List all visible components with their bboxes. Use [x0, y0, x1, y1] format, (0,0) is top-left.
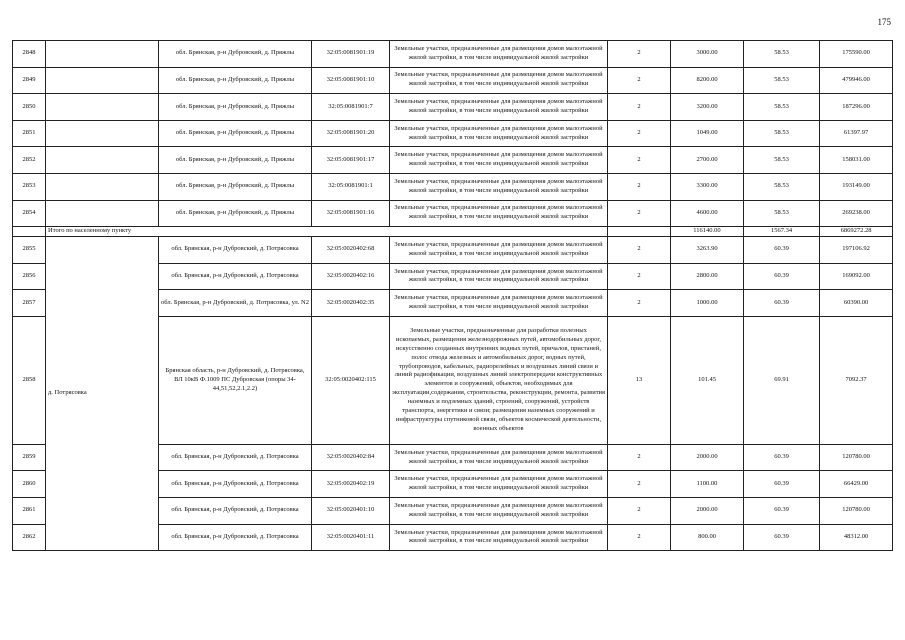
cadastral-value-cell: 175590.00 — [820, 41, 893, 68]
row-number: 2861 — [13, 498, 46, 525]
row-number: 2848 — [13, 41, 46, 68]
category-cell: 2 — [608, 290, 671, 317]
row-number: 2852 — [13, 147, 46, 174]
address-cell: обл. Брянская, р-н Дубровский, д. Потрясовка — [159, 444, 312, 471]
rate-cell: 58.53 — [744, 67, 820, 94]
table-row — [13, 147, 893, 174]
cadastral-number-cell: 32:05:0081901:10 — [312, 67, 390, 94]
address-cell: обл. Брянская, р-н Дубровский, д. Пряжлы — [159, 173, 312, 200]
row-number: 2858 — [13, 316, 46, 444]
category-cell: 2 — [608, 120, 671, 147]
cadastral-value-cell: 193149.00 — [820, 173, 893, 200]
cadastral-number-cell: 32:05:0020402:115 — [312, 316, 390, 444]
address-cell: обл. Брянская, р-н Дубровский, д. Пряжлы — [159, 41, 312, 68]
cadastral-value-cell: 158031.00 — [820, 147, 893, 174]
cadastral-value-cell: 120780.00 — [820, 498, 893, 525]
row-number: 2853 — [13, 173, 46, 200]
address-cell: обл. Брянская, р-н Дубровский, д. Пряжлы — [159, 67, 312, 94]
locality-cell — [46, 41, 159, 68]
table-row — [13, 67, 893, 94]
area-cell: 101.45 — [671, 316, 744, 444]
cadastral-number-cell: 32:05:0020402:19 — [312, 471, 390, 498]
area-cell: 2000.00 — [671, 444, 744, 471]
category-cell: 2 — [608, 173, 671, 200]
rate-cell: 58.53 — [744, 200, 820, 227]
cadastral-number-cell: 32:05:0020402:35 — [312, 290, 390, 317]
rate-cell: 58.53 — [744, 173, 820, 200]
table-row — [13, 200, 893, 227]
permitted-use-cell: Земельные участки, предназначенные для размещения домов малоэтажной жилой застройки, в том числе индивидуальной жилой застройки — [390, 444, 608, 471]
locality-label: д. Потрясовка — [46, 237, 159, 551]
cadastral-number-cell: 32:05:0081901:1 — [312, 173, 390, 200]
rate-cell: 58.53 — [744, 120, 820, 147]
rate-cell: 60.39 — [744, 263, 820, 290]
row-number: 2860 — [13, 471, 46, 498]
cadastral-number-cell: 32:05:0081901:16 — [312, 200, 390, 227]
category-cell: 2 — [608, 237, 671, 264]
table-body — [13, 41, 893, 551]
address-cell: обл. Брянская, р-н Дубровский, д. Пряжлы — [159, 94, 312, 121]
locality-cell — [46, 94, 159, 121]
permitted-use-cell: Земельные участки, предназначенные для размещения домов малоэтажной жилой застройки, в том числе индивидуальной жилой застройки — [390, 200, 608, 227]
cadastral-number-cell: 32:05:0081901:19 — [312, 41, 390, 68]
cadastral-number-cell: 32:05:0020401:10 — [312, 498, 390, 525]
locality-cell — [46, 173, 159, 200]
cadastral-value-cell: 66429.00 — [820, 471, 893, 498]
area-cell: 1049.00 — [671, 120, 744, 147]
cadastral-value-cell: 48312.00 — [820, 524, 893, 551]
locality-cell — [46, 147, 159, 174]
row-number: 2851 — [13, 120, 46, 147]
rate-cell: 60.39 — [744, 444, 820, 471]
table-row — [13, 237, 893, 264]
area-cell: 3263.90 — [671, 237, 744, 264]
table-row — [13, 41, 893, 68]
row-number: 2850 — [13, 94, 46, 121]
page-number: 175 — [877, 17, 891, 27]
area-cell: 3000.00 — [671, 41, 744, 68]
category-cell: 2 — [608, 524, 671, 551]
table-row — [13, 120, 893, 147]
permitted-use-cell: Земельные участки, предназначенные для разработки полезных ископаемых, размещения железнодорожных путей, автомобильных дорог, искусственно созданных внутренних водных путей, причалов, пристаней, полос отвода железных и автомобильных дорог, водных путей, трубопроводов, кабельных, радиорелейных и воздушных линий связи и линий радиофикации, воздушных линий электропередачи конструктивных элементов и сооружений, объектов, необходимых для эксплуатации,содержания, строительства, реконструкции, ремонта, развития наземных и подземных зданий, строений, сооружений, устройств транспорта, энергетики и связи; размещения наземных сооружений и инфраструктуры спутниковой связи, объектов космической деятельности, военных объектов — [390, 316, 608, 444]
rate-cell: 60.39 — [744, 498, 820, 525]
category-cell: 2 — [608, 147, 671, 174]
permitted-use-cell: Земельные участки, предназначенные для размещения домов малоэтажной жилой застройки, в том числе индивидуальной жилой застройки — [390, 471, 608, 498]
category-cell: 2 — [608, 444, 671, 471]
rate-cell: 60.39 — [744, 524, 820, 551]
area-cell: 800.00 — [671, 524, 744, 551]
category-cell: 2 — [608, 263, 671, 290]
category-cell: 2 — [608, 471, 671, 498]
permitted-use-cell: Земельные участки, предназначенные для размещения домов малоэтажной жилой застройки, в том числе индивидуальной жилой застройки — [390, 290, 608, 317]
area-cell: 3300.00 — [671, 173, 744, 200]
category-cell: 2 — [608, 94, 671, 121]
area-cell: 2000.00 — [671, 498, 744, 525]
address-cell: обл. Брянская, р-н Дубровский, д. Потрясовка — [159, 263, 312, 290]
locality-cell — [46, 200, 159, 227]
rate-cell: 58.53 — [744, 41, 820, 68]
permitted-use-cell: Земельные участки, предназначенные для размещения домов малоэтажной жилой застройки, в том числе индивидуальной жилой застройки — [390, 120, 608, 147]
cadastral-value-cell: 169092.00 — [820, 263, 893, 290]
total-value: 6869272.28 — [820, 227, 893, 237]
area-cell: 3200.00 — [671, 94, 744, 121]
area-cell: 2700.00 — [671, 147, 744, 174]
cadastral-value-cell: 479946.00 — [820, 67, 893, 94]
rate-cell: 69.91 — [744, 316, 820, 444]
address-cell: обл. Брянская, р-н Дубровский, д. Потрясовка — [159, 237, 312, 264]
cadastral-value-cell: 197106.92 — [820, 237, 893, 264]
cadastral-number-cell: 32:05:0020402:68 — [312, 237, 390, 264]
address-cell: обл. Брянская, р-н Дубровский, д. Пряжлы — [159, 200, 312, 227]
land-cadastral-table — [12, 40, 893, 551]
cadastral-value-cell: 120780.00 — [820, 444, 893, 471]
rate-cell: 60.39 — [744, 237, 820, 264]
permitted-use-cell: Земельные участки, предназначенные для размещения домов малоэтажной жилой застройки, в том числе индивидуальной жилой застройки — [390, 147, 608, 174]
row-number: 2857 — [13, 290, 46, 317]
cadastral-value-cell: 187296.00 — [820, 94, 893, 121]
cadastral-number-cell: 32:05:0020402:84 — [312, 444, 390, 471]
area-cell: 8200.00 — [671, 67, 744, 94]
address-cell: обл. Брянская, р-н Дубровский, д. Пряжлы — [159, 120, 312, 147]
permitted-use-cell: Земельные участки, предназначенные для размещения домов малоэтажной жилой застройки, в том числе индивидуальной жилой застройки — [390, 263, 608, 290]
rate-cell: 60.39 — [744, 471, 820, 498]
cadastral-value-cell: 61397.97 — [820, 120, 893, 147]
category-cell: 2 — [608, 498, 671, 525]
category-cell: 2 — [608, 67, 671, 94]
table-row — [13, 173, 893, 200]
address-cell: обл. Брянская, р-н Дубровский, д. Потрясовка, ул. N2 — [159, 290, 312, 317]
address-cell: обл. Брянская, р-н Дубровский, д. Потрясовка — [159, 498, 312, 525]
cadastral-number-cell: 32:05:0081901:20 — [312, 120, 390, 147]
permitted-use-cell: Земельные участки, предназначенные для размещения домов малоэтажной жилой застройки, в том числе индивидуальной жилой застройки — [390, 524, 608, 551]
address-cell: Брянская область, р-н Дубровский, д. Потрясовка, ВЛ 10кВ Ф.1009 ПС Дубровская (опоры 34-44,51,52,2.1,2.2) — [159, 316, 312, 444]
permitted-use-cell: Земельные участки, предназначенные для размещения домов малоэтажной жилой застройки, в том числе индивидуальной жилой застройки — [390, 237, 608, 264]
row-number: 2849 — [13, 67, 46, 94]
total-rate: 1567.34 — [744, 227, 820, 237]
row-number: 2856 — [13, 263, 46, 290]
permitted-use-cell: Земельные участки, предназначенные для размещения домов малоэтажной жилой застройки, в том числе индивидуальной жилой застройки — [390, 94, 608, 121]
total-area: 116140.00 — [671, 227, 744, 237]
row-number: 2855 — [13, 237, 46, 264]
category-cell: 13 — [608, 316, 671, 444]
table-row — [13, 94, 893, 121]
area-cell: 1000.00 — [671, 290, 744, 317]
permitted-use-cell: Земельные участки, предназначенные для размещения домов малоэтажной жилой застройки, в том числе индивидуальной жилой застройки — [390, 498, 608, 525]
cadastral-value-cell: 269238.00 — [820, 200, 893, 227]
cadastral-value-cell: 60390.00 — [820, 290, 893, 317]
cadastral-value-cell: 7092.37 — [820, 316, 893, 444]
area-cell: 4600.00 — [671, 200, 744, 227]
area-cell: 2800.00 — [671, 263, 744, 290]
category-cell: 2 — [608, 41, 671, 68]
category-cell: 2 — [608, 200, 671, 227]
rate-cell: 60.39 — [744, 290, 820, 317]
row-number: 2862 — [13, 524, 46, 551]
rate-cell: 58.53 — [744, 147, 820, 174]
address-cell: обл. Брянская, р-н Дубровский, д. Пряжлы — [159, 147, 312, 174]
address-cell: обл. Брянская, р-н Дубровский, д. Потрясовка — [159, 471, 312, 498]
cadastral-number-cell: 32:05:0081901:17 — [312, 147, 390, 174]
permitted-use-cell: Земельные участки, предназначенные для размещения домов малоэтажной жилой застройки, в том числе индивидуальной жилой застройки — [390, 67, 608, 94]
cadastral-number-cell: 32:05:0081901:7 — [312, 94, 390, 121]
area-cell: 1100.00 — [671, 471, 744, 498]
address-cell: обл. Брянская, р-н Дубровский, д. Потрясовка — [159, 524, 312, 551]
permitted-use-cell: Земельные участки, предназначенные для размещения домов малоэтажной жилой застройки, в том числе индивидуальной жилой застройки — [390, 41, 608, 68]
locality-cell — [46, 120, 159, 147]
total-empty — [608, 227, 671, 237]
cadastral-number-cell: 32:05:0020401:11 — [312, 524, 390, 551]
permitted-use-cell: Земельные участки, предназначенные для размещения домов малоэтажной жилой застройки, в том числе индивидуальной жилой застройки — [390, 173, 608, 200]
total-row — [13, 227, 893, 237]
total-label: Итого по населенному пункту — [46, 227, 608, 237]
rate-cell: 58.53 — [744, 94, 820, 121]
cadastral-number-cell: 32:05:0020402:16 — [312, 263, 390, 290]
row-number: 2854 — [13, 200, 46, 227]
row-number: 2859 — [13, 444, 46, 471]
total-spacer — [13, 227, 46, 237]
locality-cell — [46, 67, 159, 94]
